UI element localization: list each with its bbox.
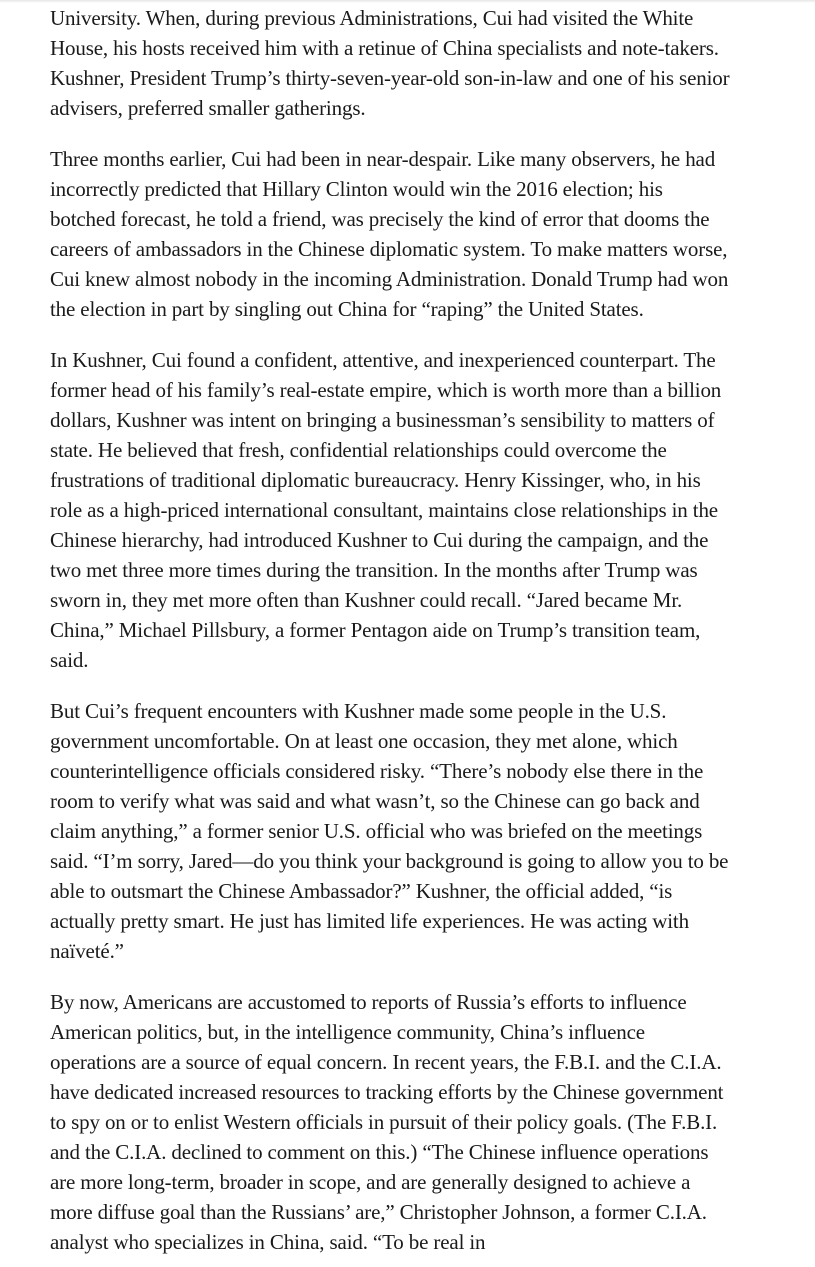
paragraph-4: But Cui’s frequent encounters with Kushner made some people in the U.S. government uncomfortable. On at least one occasion, they met alone, which counterintelligence officials considered risky. “There’s nobody else there in the room to verify what was said and what wasn’t, so the Chinese can go back and claim anything,” a former senior U.S. official who was briefed on the meetings said. “I’m sorry, Jared—do you think your background is going to allow you to be able to outsmart the Chinese Ambassador?” Kushner, the official added, “is actually pretty smart. He just has limited life experiences. He was acting with naïveté.”: [50, 699, 729, 963]
paragraph-2: Three months earlier, Cui had been in near-despair. Like many observers, he had incorrectly predicted that Hillary Clinton would win the 2016 election; his botched forecast, he told a friend, was precisely the kind of error that dooms the careers of ambassadors in the Chinese diplomatic system. To make matters worse, Cui knew almost nobody in the incoming Administration. Donald Trump had won the election in part by singling out China for “raping” the United States.: [50, 147, 729, 321]
article-body: [50, 3, 730, 1267]
paragraph-1: University. When, during previous Administrations, Cui had visited the White House, his hosts received him with a retinue of China specialists and note-takers. Kushner, President Trump’s thirty-seven-year-old son-in-law and one of his senior advisers, preferred smaller gatherings.: [50, 6, 730, 120]
paragraph-3: In Kushner, Cui found a confident, attentive, and inexperienced counterpart. The former head of his family’s real-estate empire, which is worth more than a billion dollars, Kushner was intent on bringing a businessman’s sensibility to matters of state. He believed that fresh, confidential relationships could overcome the frustrations of traditional diplomatic bureaucracy. Henry Kissinger, who, in his role as a high-priced international consultant, maintains close relationships in the Chinese hierarchy, had introduced Kushner to Cui during the campaign, and the two met three more times during the transition. In the months after Trump was sworn in, they met more often than Kushner could recall. “Jared became Mr. China,” Michael Pillsbury, a former Pentagon aide on Trump’s transition team, said.: [50, 348, 722, 672]
paragraph-5: By now, Americans are accustomed to reports of Russia’s efforts to influence American politics, but, in the intelligence community, China’s influence operations are a source of equal concern. In recent years, the F.B.I. and the C.I.A. have dedicated increased resources to tracking efforts by the Chinese government to spy on or to enlist Western officials in pursuit of their policy goals. (The F.B.I. and the C.I.A. declined to comment on this.) “The Chinese influence operations are more long-term, broader in scope, and are generally designed to achieve a more diffuse goal than the Russians’ are,” Christopher Johnson, a former C.I.A. analyst who specializes in China, said. “To be real in: [50, 990, 724, 1254]
